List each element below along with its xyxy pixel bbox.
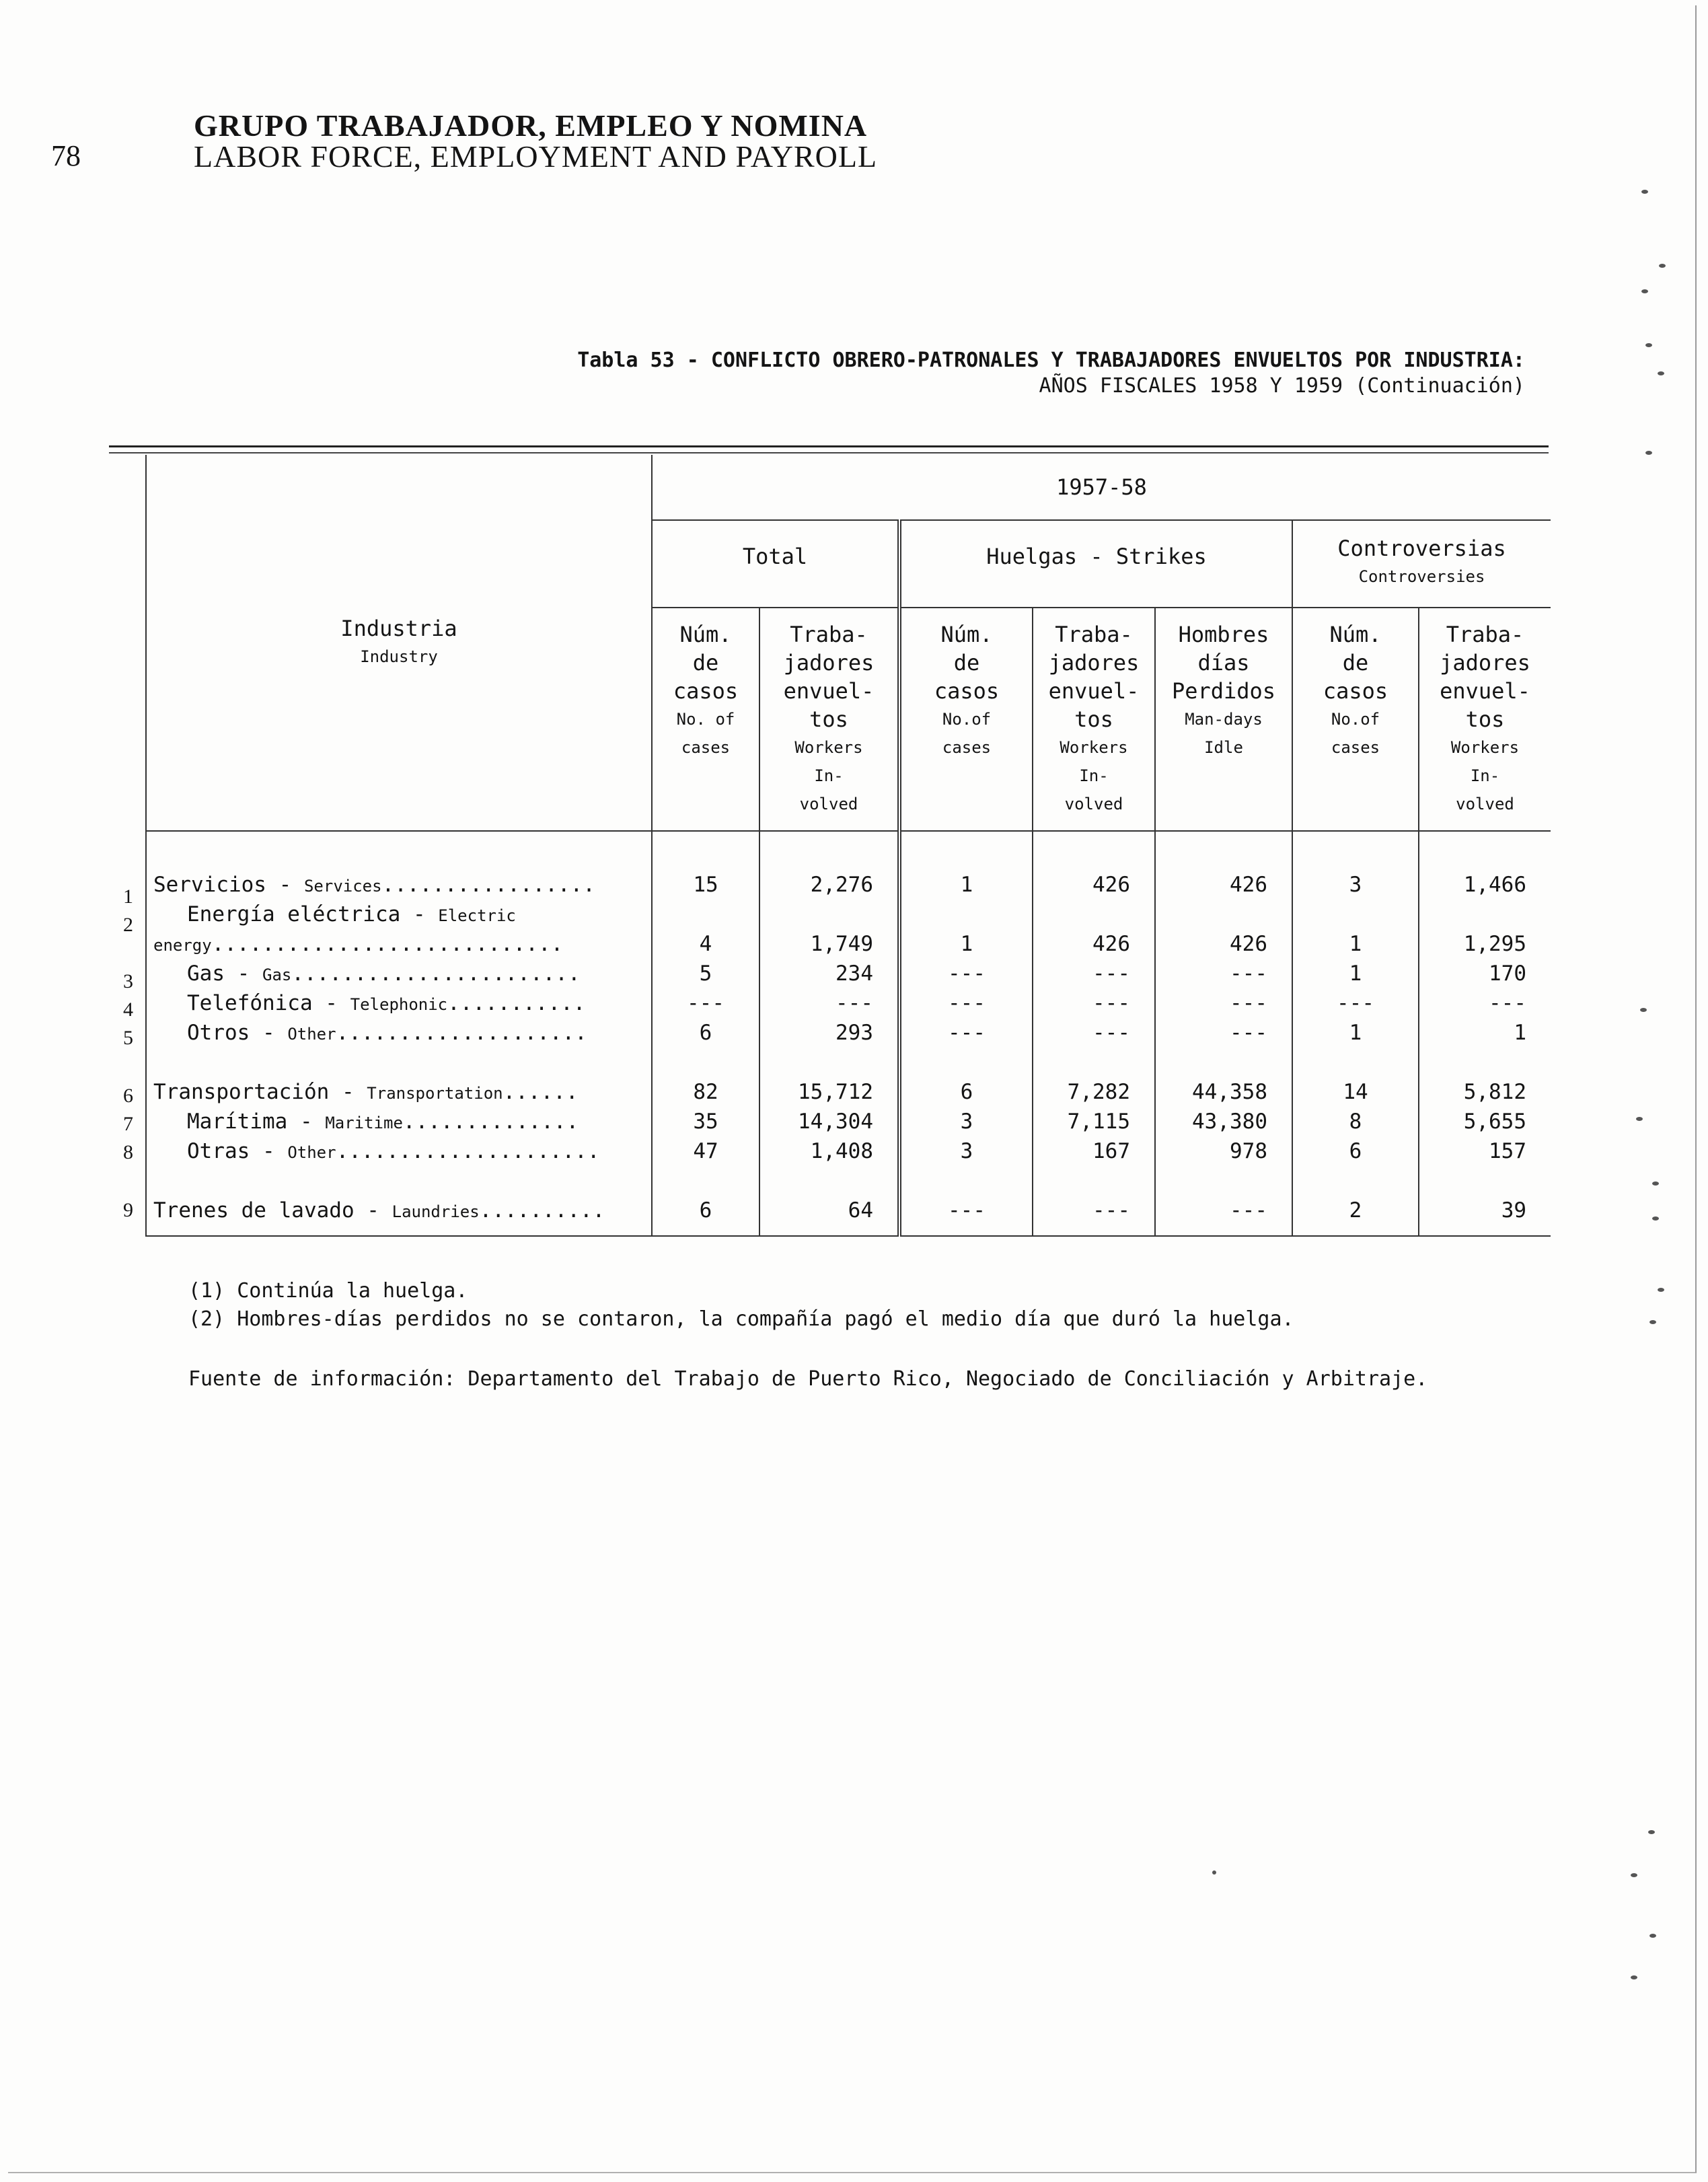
footnote-2: (2) Hombres-días perdidos no se contaron, la compañía pagó el medio día que duró la huelga. (188, 1307, 1294, 1331)
cell: 157 (1419, 1137, 1551, 1167)
col-header-total-cases: Núm. de casos No. of cases (652, 608, 759, 831)
cell: 5,655 (1419, 1107, 1551, 1137)
row-number: 1 (123, 885, 133, 908)
cell: 6 (899, 1078, 1033, 1107)
table-row (146, 959, 1551, 989)
industry-header-es: Industria (340, 616, 457, 641)
cell: --- (899, 989, 1033, 1019)
cell: 1 (1419, 1019, 1551, 1048)
col-header-total-workers: Traba- jadores envuel- tos Workers In- volved (759, 608, 899, 831)
cell: 426 (1155, 871, 1292, 900)
cell: 1 (1292, 930, 1419, 959)
group-controversies-en: Controversies (1358, 567, 1485, 586)
cell: 82 (652, 1078, 759, 1107)
cell: 1 (1292, 959, 1419, 989)
industry-header-en: Industry (360, 647, 438, 666)
scan-speck (1659, 264, 1666, 268)
row-number: 3 (123, 970, 133, 992)
cell: --- (1155, 1196, 1292, 1236)
cell: 426 (1033, 930, 1155, 959)
cell: 3 (1292, 871, 1419, 900)
cell: --- (1033, 959, 1155, 989)
table-row (146, 1107, 1551, 1137)
row-label: Otras - Other..................... (146, 1137, 652, 1167)
row-label: Gas - Gas....................... (146, 959, 652, 989)
row-number: 9 (123, 1199, 133, 1221)
row-number: 5 (123, 1027, 133, 1049)
table-row (146, 1137, 1551, 1167)
group-total (652, 520, 899, 608)
cell: --- (652, 989, 759, 1019)
scan-speck (1640, 1008, 1647, 1012)
cell: --- (1033, 1019, 1155, 1048)
cell: 978 (1155, 1137, 1292, 1167)
table-title-line1: Tabla 53 - CONFLICTO OBRERO-PATRONALES Y TRABAJADORES ENVUELTOS POR INDUSTRIA: (577, 349, 1525, 372)
group-strikes (899, 520, 1292, 608)
cell: 1,295 (1419, 930, 1551, 959)
cell: 5,812 (1419, 1078, 1551, 1107)
row-label-cont: energy............................ (146, 930, 652, 959)
table-row (146, 989, 1551, 1019)
cell: 47 (652, 1137, 759, 1167)
table-row (146, 1078, 1551, 1107)
table-row (146, 1196, 1551, 1236)
page-number: 78 (51, 139, 81, 172)
table-row (146, 930, 1551, 959)
table-row (146, 1019, 1551, 1048)
col-header-strikes-cases: Núm. de casos No.of cases (899, 608, 1033, 831)
industry-header (146, 455, 652, 831)
year-header: 1957-58 (652, 455, 1551, 520)
cell: 1 (1292, 1019, 1419, 1048)
cell: --- (1155, 989, 1292, 1019)
scan-speck (1649, 1934, 1656, 1938)
cell: --- (759, 989, 899, 1019)
group-controversies (1292, 520, 1551, 608)
cell: 14 (1292, 1078, 1419, 1107)
table-row (146, 900, 1551, 930)
col-header-strikes-workers: Traba- jadores envuel- tos Workers In- volved (1033, 608, 1155, 831)
footnote-1: (1) Continúa la huelga. (188, 1279, 468, 1303)
cell: 2 (1292, 1196, 1419, 1236)
row-label: Otros - Other.................... (146, 1019, 652, 1048)
scan-speck (1631, 1873, 1637, 1877)
row-number: 4 (123, 998, 133, 1021)
group-total-label: Total (742, 544, 808, 569)
cell: 170 (1419, 959, 1551, 989)
cell: 7,282 (1033, 1078, 1155, 1107)
cell: --- (1155, 959, 1292, 989)
row-label: Marítima - Maritime.............. (146, 1107, 652, 1137)
cell: 4 (652, 930, 759, 959)
cell: 15 (652, 871, 759, 900)
row-label: Telefónica - Telephonic........... (146, 989, 652, 1019)
cell: 6 (1292, 1137, 1419, 1167)
scan-speck (1641, 190, 1648, 194)
row-number: 6 (123, 1085, 133, 1107)
scan-speck (1652, 1181, 1659, 1186)
cell: 426 (1155, 930, 1292, 959)
table-top-rule-thin (109, 452, 1549, 453)
cell: --- (1292, 989, 1419, 1019)
row-label: Servicios - Services................. (146, 871, 652, 900)
cell: 7,115 (1033, 1107, 1155, 1137)
cell: 1,408 (759, 1137, 899, 1167)
row-label: Energía eléctrica - Electric (146, 900, 652, 930)
cell: --- (1033, 989, 1155, 1019)
cell: 64 (759, 1196, 899, 1236)
cell: 6 (652, 1019, 759, 1048)
row-label: Transportación - Transportation...... (146, 1078, 652, 1107)
table-row (146, 871, 1551, 900)
scan-speck (1658, 1288, 1664, 1292)
cell: 5 (652, 959, 759, 989)
row-number: 8 (123, 1141, 133, 1163)
section-header-en: LABOR FORCE, EMPLOYMENT AND PAYROLL (194, 139, 878, 174)
row-number: 7 (123, 1113, 133, 1135)
scan-speck (1636, 1117, 1643, 1121)
cell: 43,380 (1155, 1107, 1292, 1137)
cell: 1 (899, 930, 1033, 959)
cell: 3 (899, 1137, 1033, 1167)
cell: --- (1419, 989, 1551, 1019)
cell: --- (1033, 1196, 1155, 1236)
scan-speck (1212, 1870, 1216, 1875)
cell: 15,712 (759, 1078, 899, 1107)
scan-speck (1652, 1216, 1659, 1221)
col-header-man-days: Hombres días Perdidos Man-days Idle (1155, 608, 1292, 831)
cell: 234 (759, 959, 899, 989)
row-label: Trenes de lavado - Laundries.......... (146, 1196, 652, 1236)
scan-speck (1648, 1830, 1655, 1834)
row-number: 2 (123, 914, 133, 936)
cell: 44,358 (1155, 1078, 1292, 1107)
col-header-controversies-cases: Núm. de casos No.of cases (1292, 608, 1419, 831)
cell: --- (1155, 1019, 1292, 1048)
cell: 1 (899, 871, 1033, 900)
scan-speck (1641, 289, 1648, 293)
group-controversies-es: Controversias (1337, 536, 1506, 561)
cell: --- (899, 1196, 1033, 1236)
scan-speck (1658, 371, 1664, 375)
source-note: Fuente de información: Departamento del Trabajo de Puerto Rico, Negociado de Conciliación y Arbitraje. (188, 1367, 1428, 1391)
cell: 35 (652, 1107, 759, 1137)
cell: 3 (899, 1107, 1033, 1137)
cell: 14,304 (759, 1107, 899, 1137)
cell: 167 (1033, 1137, 1155, 1167)
cell: 6 (652, 1196, 759, 1236)
table-title-line2: AÑOS FISCALES 1958 Y 1959 (Continuación) (1039, 374, 1525, 398)
cell: --- (899, 959, 1033, 989)
scan-speck (1631, 1975, 1637, 1979)
cell: 8 (1292, 1107, 1419, 1137)
cell: 293 (759, 1019, 899, 1048)
cell: --- (899, 1019, 1033, 1048)
cell: 426 (1033, 871, 1155, 900)
scan-speck (1645, 451, 1652, 455)
labor-conflict-table (145, 455, 1551, 1237)
cell: 1,749 (759, 930, 899, 959)
section-header-es: GRUPO TRABAJADOR, EMPLEO Y NOMINA (194, 108, 868, 143)
group-strikes-label: Huelgas - Strikes (986, 544, 1207, 569)
cell: 39 (1419, 1196, 1551, 1236)
scan-speck (1649, 1320, 1656, 1324)
table-top-rule (109, 445, 1549, 447)
footnotes (188, 1277, 1294, 1334)
col-header-controversies-workers: Traba- jadores envuel- tos Workers In- volved (1419, 608, 1551, 831)
cell: 2,276 (759, 871, 899, 900)
cell: 1,466 (1419, 871, 1551, 900)
scan-speck (1645, 343, 1652, 347)
